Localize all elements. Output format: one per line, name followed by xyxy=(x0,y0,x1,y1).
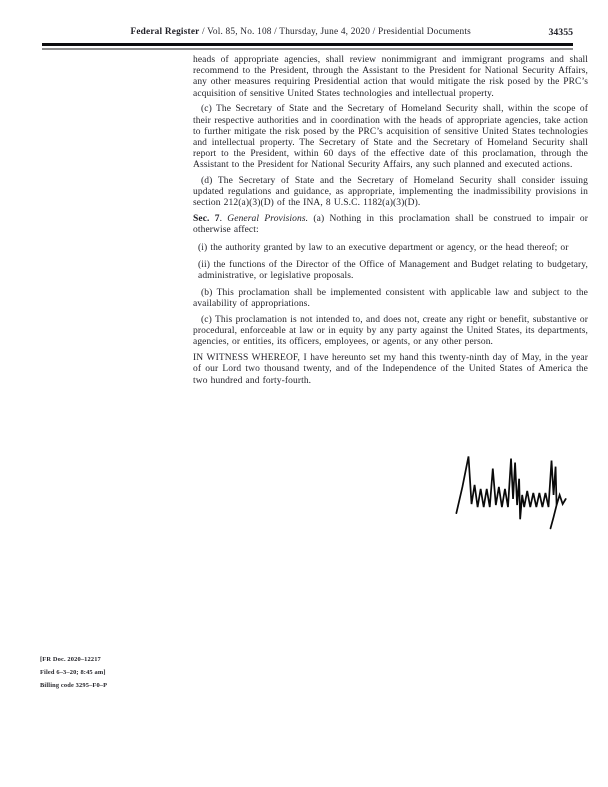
header-rule-thin xyxy=(42,48,573,50)
document-body xyxy=(193,55,588,391)
list-item-ii: (ii) the functions of the Director of the Office of Management and Budget relating to budgetary, administrative, or legislative proposals. xyxy=(198,259,588,281)
witness-paragraph: IN WITNESS WHEREOF, I have hereunto set my hand this twenty-ninth day of May, in the year of our Lord two thousand twenty, and of the Independence of the United States of America the two hundred and forty-fourth. xyxy=(193,353,588,386)
body-paragraph-continuation: heads of appropriate agencies, shall review nonimmigrant and immigrant programs and shall recommend to the President, through the Assistant to the President for National Security Affairs, any other measures requiring Presidential action that would mitigate the risk posed by the PRC’s acquisition of sensitive United States technologies and intellectual property. xyxy=(193,55,588,99)
body-paragraph-c2: (c) This proclamation is not intended to, and does not, create any right or benefit, substantive or procedural, enforceable at law or in equity by any party against the United States, its departments, agencies, or entities, its officers, employees, or agents, or any other person. xyxy=(193,315,588,348)
running-head-text xyxy=(130,24,470,41)
presidential-signature xyxy=(428,448,590,550)
section-7-rest: (a) Nothing in this proclamation shall be construed to impair or otherwise affect: xyxy=(193,214,588,236)
journal-title: Federal Register xyxy=(130,27,200,37)
section-7-label: Sec. 7 xyxy=(193,214,220,225)
page-number: 34355 xyxy=(548,27,573,38)
filing-info xyxy=(40,653,107,692)
header-rule-thick xyxy=(42,43,573,46)
body-paragraph-c: (c) The Secretary of State and the Secretary of Homeland Security shall, within the scope of their respective authorities and in coordination with the heads of appropriate agencies, take action to further mitigate the risk posed by the PRC’s acquisition of sensitive United States technologies and intellectual property. The Secretary of State and the Secretary of Homeland Security shall report to the President, within 60 days of the effective date of this proclamation, through the Assistant to the President for National Security Affairs, any such planned and executed actions. xyxy=(193,104,588,171)
billing-code-line: Billing code 3295–F0–P xyxy=(40,682,108,689)
running-head xyxy=(42,24,573,41)
filed-line: Filed 6–3–20; 8:45 am] xyxy=(40,669,106,676)
presidential-signature-icon xyxy=(428,448,590,550)
fr-doc-line: [FR Doc. 2020–12217 xyxy=(40,656,101,663)
section-7-paragraph xyxy=(193,214,588,236)
body-paragraph-d: (d) The Secretary of State and the Secretary of Homeland Security shall consider issuing updated regulations and guidance, as appropriate, implementing the inadmissibility provisions in section 212(a)(3)(D) of the INA, 8 U.S.C. 1182(a)(3)(D). xyxy=(193,176,588,209)
issue-info: / Vol. 85, No. 108 / Thursday, June 4, 2020 / Presidential Documents xyxy=(199,27,471,37)
page-header xyxy=(42,24,573,50)
body-paragraph-b: (b) This proclamation shall be implemented consistent with applicable law and subject to the availability of appropriations. xyxy=(193,288,588,310)
list-item-i: (i) the authority granted by law to an executive department or agency, or the head thereof; or xyxy=(198,242,569,253)
section-7-title: General Provisions. xyxy=(227,214,309,225)
section-7-sep: . xyxy=(219,214,228,225)
